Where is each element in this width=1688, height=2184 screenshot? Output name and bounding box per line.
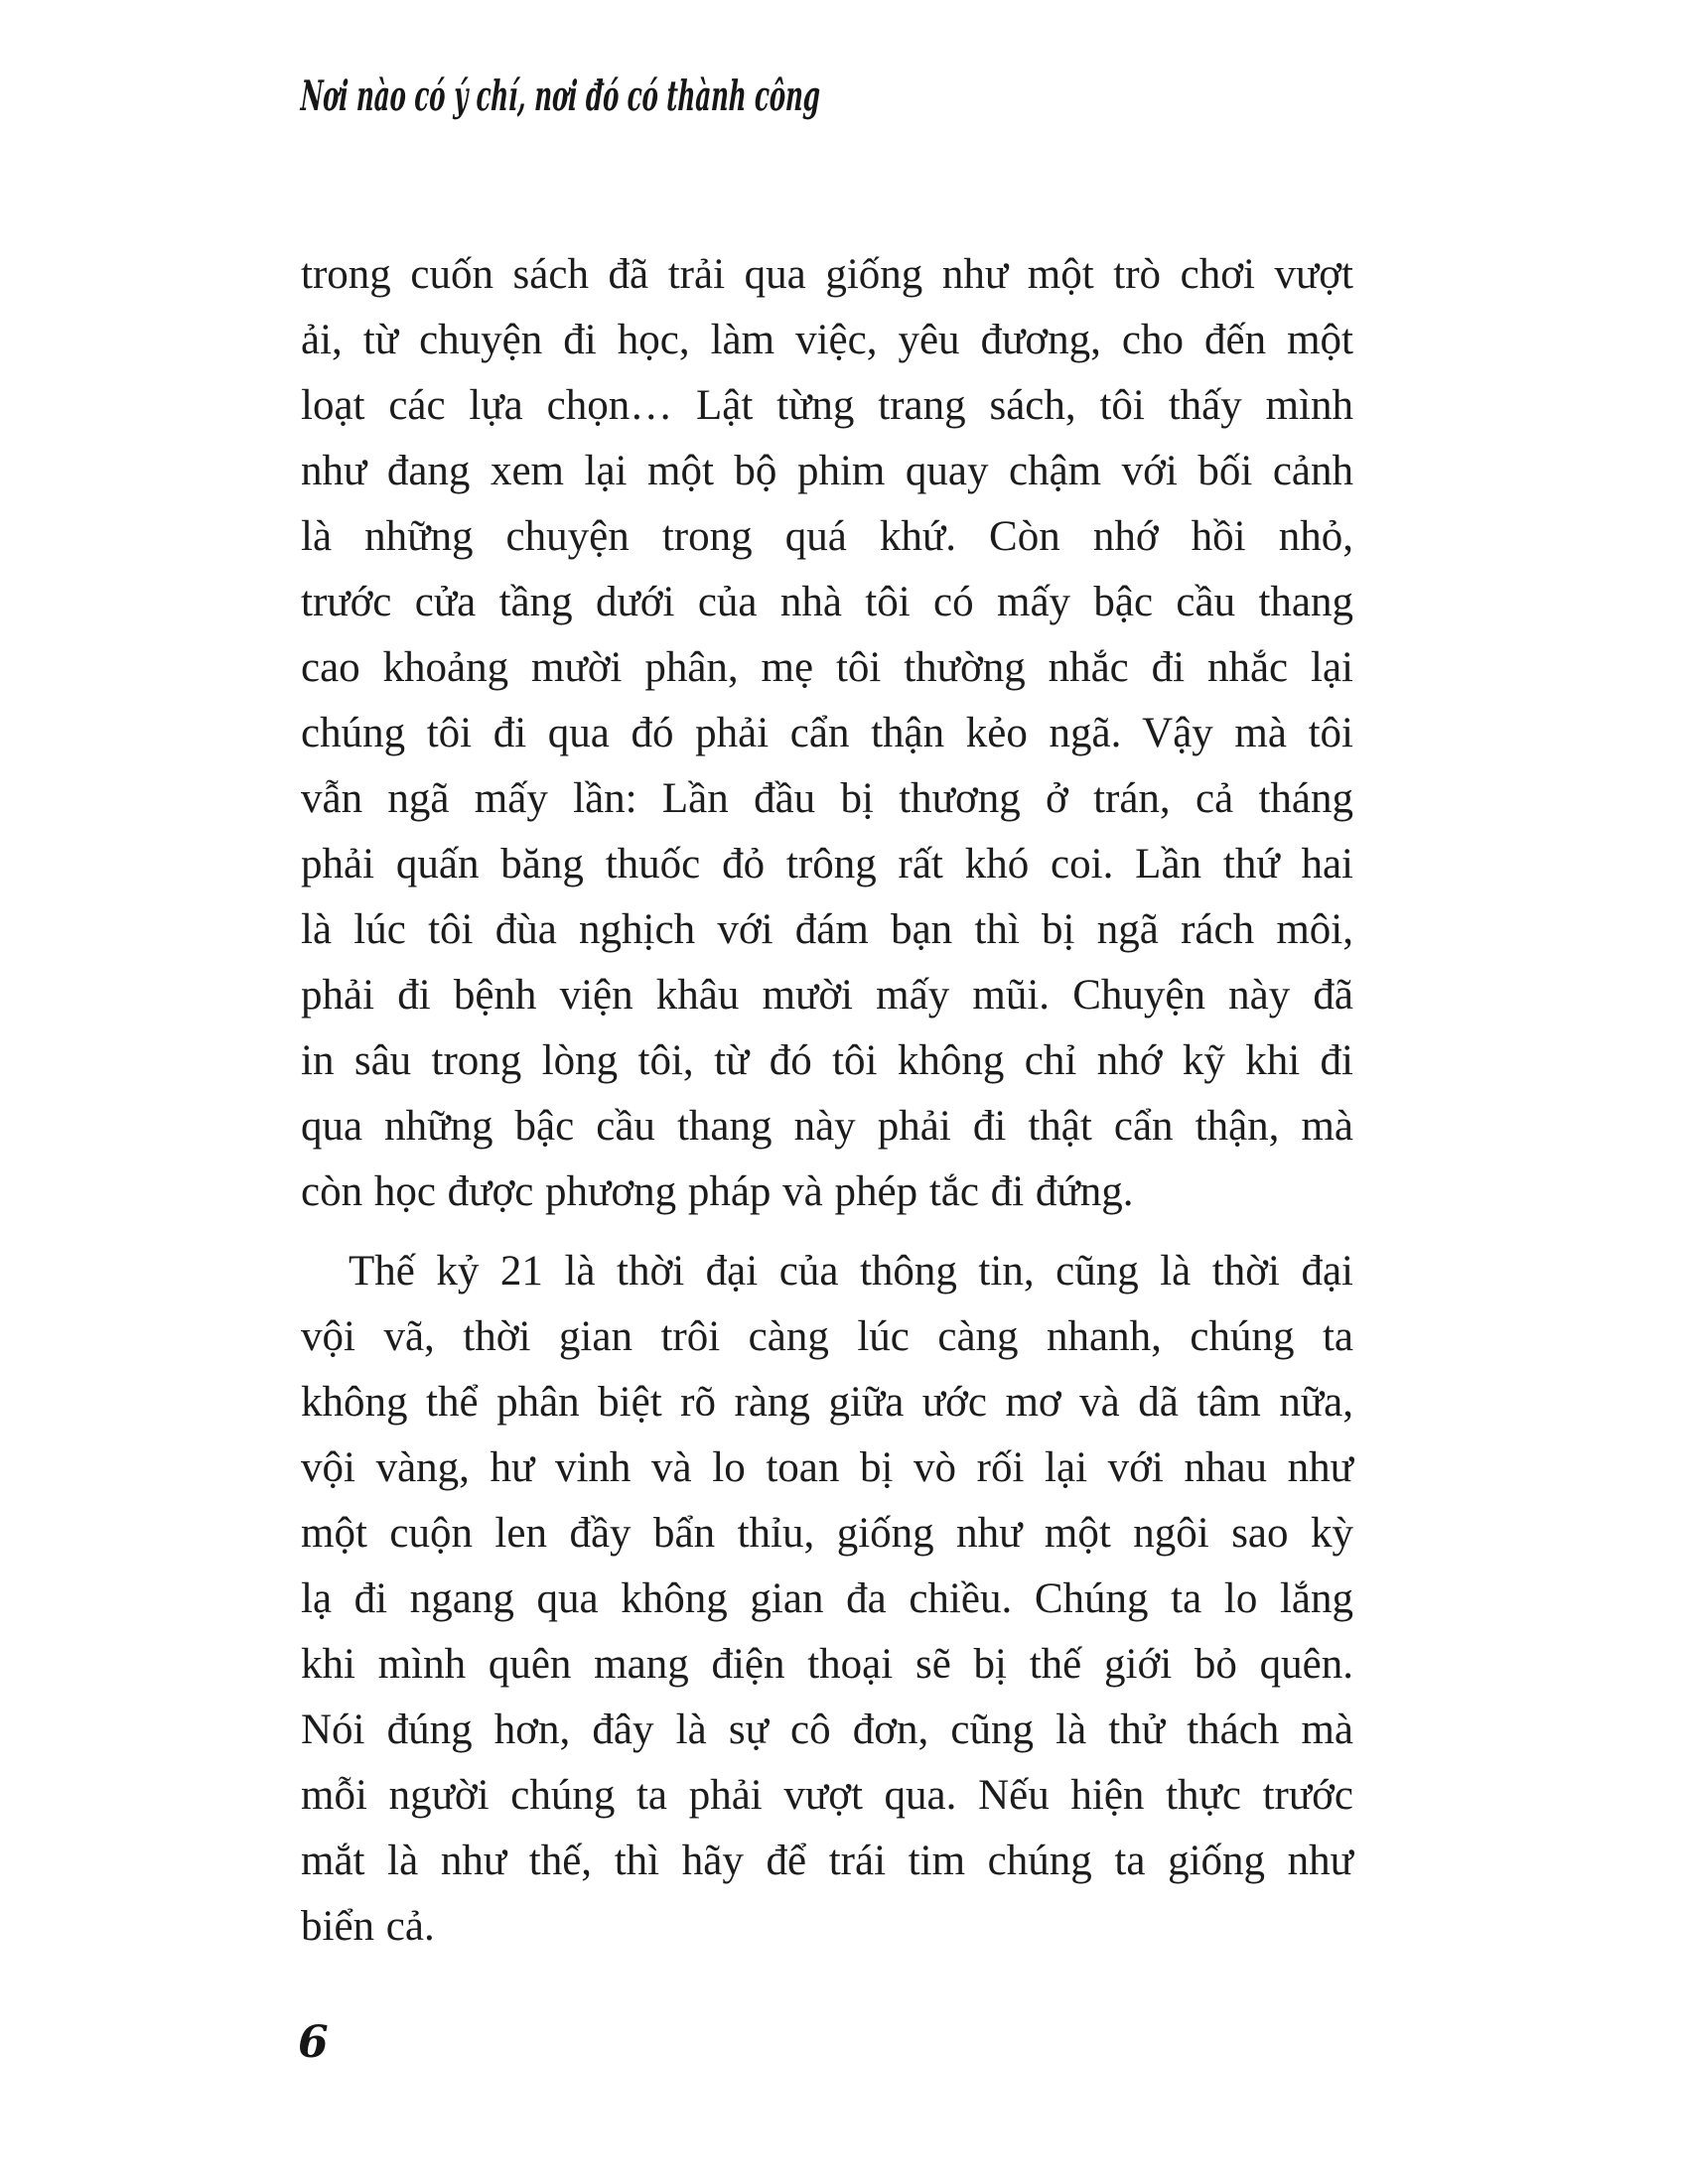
text-line: loạt các lựa chọn… Lật từng trang sách, tôi thấy mình: [301, 382, 1353, 429]
text-line: còn học được phương pháp và phép tắc đi đứng.: [301, 1168, 1134, 1215]
text-line: mắt là như thế, thì hãy để trái tim chúng ta giống như: [301, 1838, 1353, 1884]
text-line: qua những bậc cầu thang này phải đi thật cẩn thận, mà: [301, 1103, 1353, 1150]
text-line: không thể phân biệt rõ ràng giữa ước mơ và dã tâm nữa,: [301, 1379, 1353, 1426]
text-line: chúng tôi đi qua đó phải cẩn thận kẻo ngã. Vậy mà tôi: [301, 710, 1353, 756]
text-line: một cuộn len đầy bẩn thỉu, giống như một ngôi sao kỳ: [301, 1510, 1353, 1557]
text-line: vội vã, thời gian trôi càng lúc càng nhanh, chúng ta: [301, 1313, 1353, 1360]
paragraph-1: [301, 242, 1353, 1225]
text-line: là những chuyện trong quá khứ. Còn nhớ hồi nhỏ,: [301, 513, 1353, 560]
text-line: biển cả.: [301, 1903, 435, 1950]
text-line: in sâu trong lòng tôi, từ đó tôi không chỉ nhớ kỹ khi đi: [301, 1037, 1353, 1084]
text-line: trước cửa tầng dưới của nhà tôi có mấy bậc cầu thang: [301, 579, 1353, 625]
text-line: vội vàng, hư vinh và lo toan bị vò rối lại với nhau như: [301, 1444, 1353, 1491]
body-text-block: [301, 242, 1353, 1960]
text-line: là lúc tôi đùa nghịch với đám bạn thì bị ngã rách môi,: [301, 906, 1353, 953]
text-line: mỗi người chúng ta phải vượt qua. Nếu hiện thực trước: [301, 1772, 1353, 1819]
paragraph-2: [301, 1239, 1353, 1960]
text-line: phải đi bệnh viện khâu mười mấy mũi. Chuyện này đã: [301, 972, 1353, 1019]
text-line: vẫn ngã mấy lần: Lần đầu bị thương ở trán, cả tháng: [301, 775, 1353, 822]
text-line: cao khoảng mười phân, mẹ tôi thường nhắc đi nhắc lại: [301, 644, 1353, 691]
running-header-title: Nơi nào có ý chí, nơi đó có thành công: [300, 71, 821, 120]
page-number: 6: [298, 2017, 329, 2068]
text-line: lạ đi ngang qua không gian đa chiều. Chúng ta lo lắng: [301, 1575, 1353, 1622]
text-line: Thế kỷ 21 là thời đại của thông tin, cũng là thời đại: [349, 1248, 1353, 1295]
text-line: trong cuốn sách đã trải qua giống như một trò chơi vượt: [301, 251, 1353, 298]
text-line: khi mình quên mang điện thoại sẽ bị thế giới bỏ quên.: [301, 1641, 1353, 1688]
text-line: như đang xem lại một bộ phim quay chậm với bối cảnh: [301, 448, 1353, 494]
text-line: phải quấn băng thuốc đỏ trông rất khó coi. Lần thứ hai: [301, 841, 1353, 887]
text-line: Nói đúng hơn, đây là sự cô đơn, cũng là thử thách mà: [301, 1706, 1353, 1753]
text-line: ải, từ chuyện đi học, làm việc, yêu đương, cho đến một: [301, 317, 1353, 363]
